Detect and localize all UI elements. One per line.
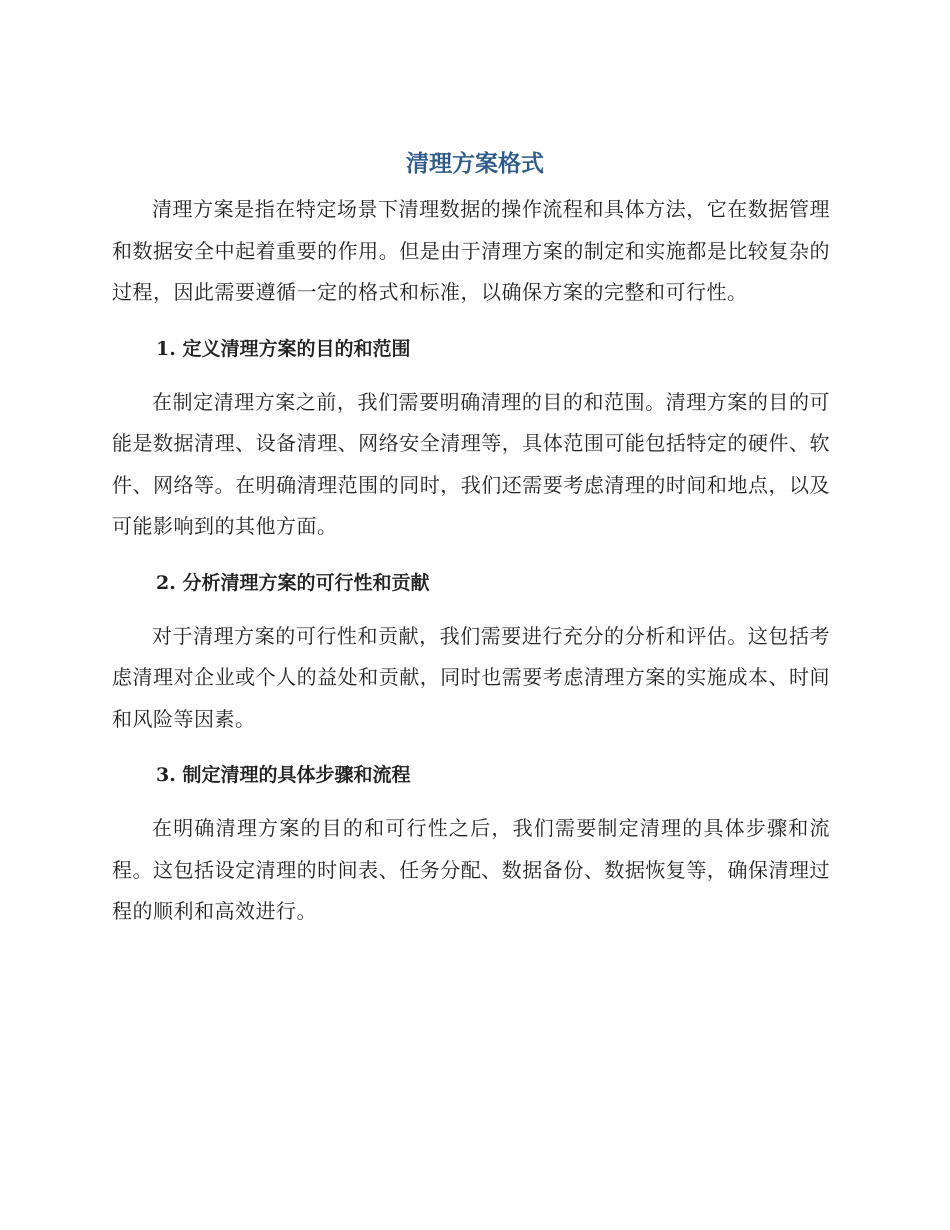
section-paragraph-3: 在明确清理方案的目的和可行性之后，我们需要制定清理的具体步骤和流程。这包括设定清理的时间表、任务分配、数据备份、数据恢复等，确保清理过程的顺利和高效进行。 — [112, 816, 830, 923]
intro-paragraph: 清理方案是指在特定场景下清理数据的操作流程和具体方法，它在数据管理和数据安全中起着重要的作用。但是由于清理方案的制定和实施都是比较复杂的过程，因此需要遵循一定的格式和标准，以确保方案的完整和可行性。 — [112, 197, 830, 304]
document-body — [112, 189, 830, 933]
section-paragraph-2: 对于清理方案的可行性和贡献，我们需要进行充分的分析和评估。这包括考虑清理对企业或个人的益处和贡献，同时也需要考虑清理方案的实施成本、时间和风险等因素。 — [112, 623, 830, 731]
section-paragraph-1: 在制定清理方案之前，我们需要明确清理的目的和范围。清理方案的目的可能是数据清理、设备清理、网络安全清理等，具体范围可能包括特定的硬件、软件、网络等。在明确清理范围的同时，我们还需要考虑清理的时间和地点，以及可能影响到的其他方面。 — [112, 389, 830, 538]
section-heading-2: 2. 分析清理方案的可行性和贡献 — [156, 571, 430, 594]
section-heading-3: 3. 制定清理的具体步骤和流程 — [156, 764, 411, 786]
document-title: 清理方案格式 — [406, 151, 544, 177]
section-heading-1: 1. 定义清理方案的目的和范围 — [156, 337, 411, 360]
